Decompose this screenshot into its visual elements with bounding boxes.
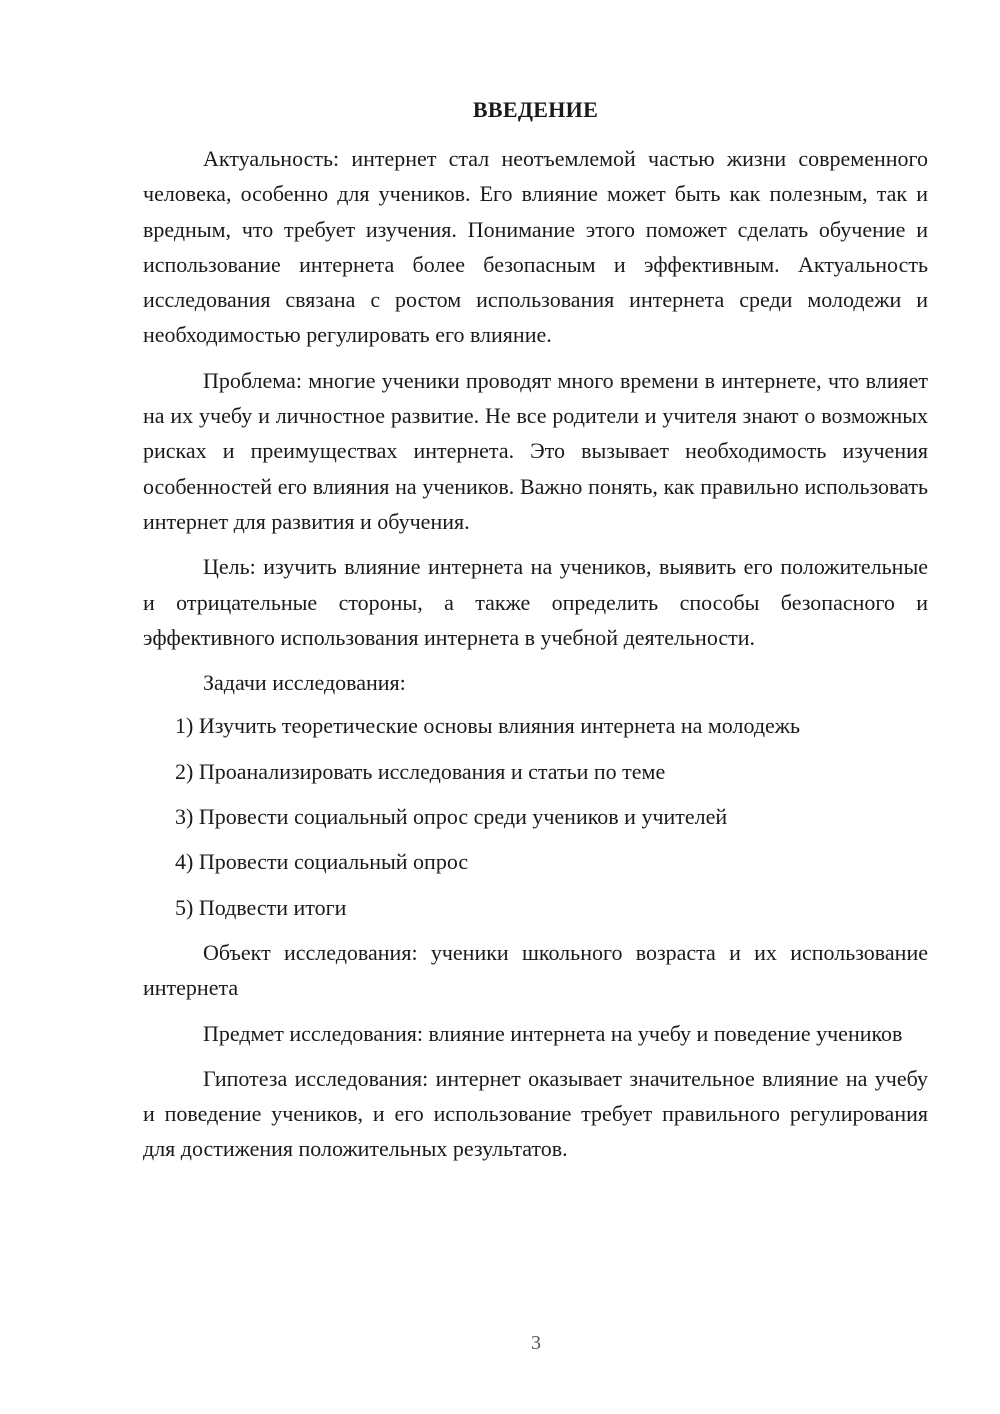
document-page (143, 96, 928, 1177)
section-title: ВВЕДЕНИЕ (472, 97, 599, 122)
paragraph-subject: Предмет исследования: влияние интернета на учебу и поведение учеников (203, 1020, 903, 1046)
paragraph-relevance: Актуальность: интернет стал неотъемлемой частью жизни современного человека, особенно для учеников. Его влияние может быть как полезным, так и вредным, что требует изучения. Понимание этого поможет сделать обучение и использование интернета более безопасным и эффективным. Актуальность исследования связана с ростом использования интернета среди молодежи и необходимостью регулировать его влияние. (143, 146, 928, 348)
task-item: 1) Изучить теоретические основы влияния интернета на молодежь (175, 713, 801, 739)
paragraph-goal: Цель: изучить влияние интернета на учеников, выявить его положительные и отрицательные стороны, а также определить способы безопасного и эффективного использования интернета в учебной деятельности. (143, 554, 928, 650)
tasks-heading: Задачи исследования: (203, 670, 406, 696)
paragraph-problem: Проблема: многие ученики проводят много времени в интернете, что влияет на их учебу и личностное развитие. Не все родители и учителя знают о возможных рисках и преимуществах интернета. Это вызывает необходимость изучения особенностей его влияния на учеников. Важно понять, как правильно использовать интернет для развития и обучения. (143, 367, 928, 534)
page-number: 3 (531, 1332, 541, 1354)
paragraph-object: Объект исследования: ученики школьного возраста и их использование интернета (143, 939, 928, 1001)
task-list (143, 708, 928, 924)
paragraph-hypothesis: Гипотеза исследования: интернет оказывает значительное влияние на учебу и поведение учеников, и его использование требует правильного регулирования для достижения положительных результатов. (143, 1065, 928, 1162)
task-item: 2) Проанализировать исследования и статьи по теме (175, 758, 666, 784)
task-item: 5) Подвести итоги (175, 894, 347, 920)
task-item: 3) Провести социальный опрос среди учеников и учителей (175, 804, 728, 830)
task-item: 4) Провести социальный опрос (175, 849, 469, 875)
